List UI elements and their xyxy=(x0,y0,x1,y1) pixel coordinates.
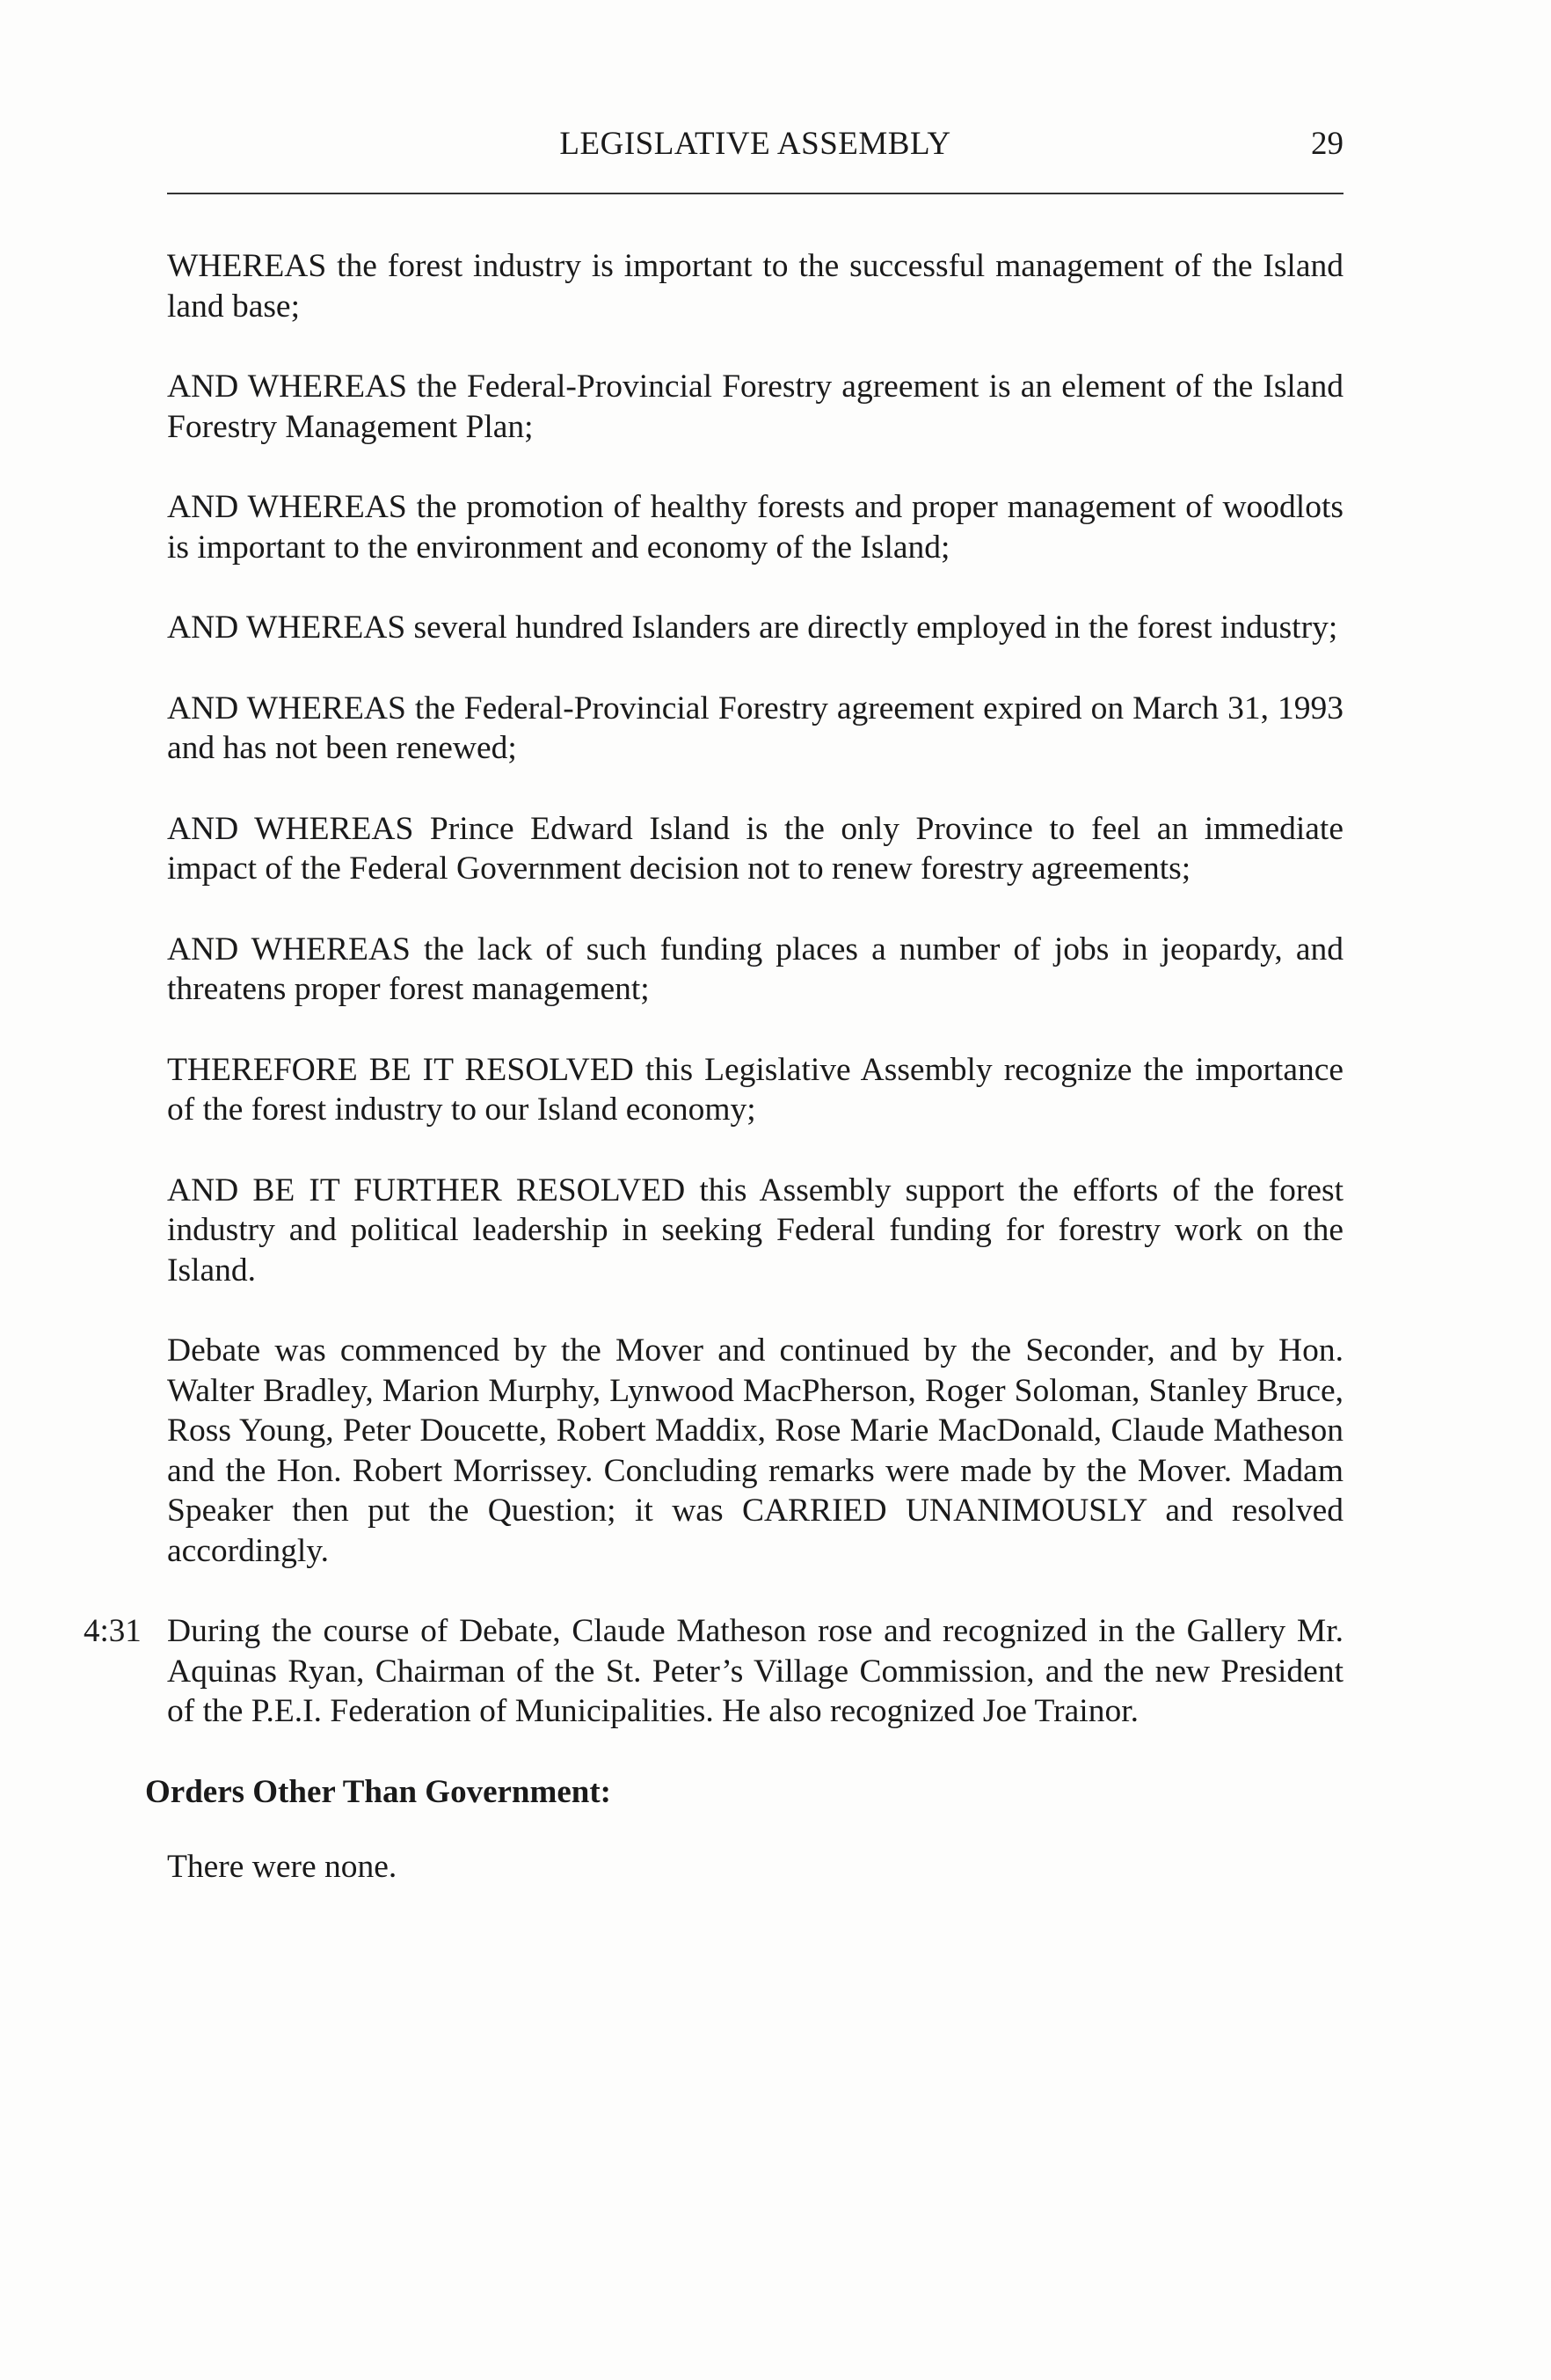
running-title: LEGISLATIVE ASSEMBLY xyxy=(559,126,951,162)
entry-paragraph: During the course of Debate, Claude Matheson rose and recognized in the Gallery Mr. Aquinas Ryan, Chairman of the St. Peter’s Village Commission, and the new President of the P.E.I. Federation of Municipalities. He also recognized Joe Trainor. xyxy=(167,1613,1343,1729)
whereas-paragraph: AND WHEREAS the lack of such funding places a number of jobs in jeopardy, and threatens proper forest management; xyxy=(167,931,1343,1007)
margin-time: 4:31 xyxy=(84,1613,142,1649)
page-number: 29 xyxy=(1311,126,1343,162)
header-rule xyxy=(167,193,1343,194)
resolved-paragraph: AND BE IT FURTHER RESOLVED this Assembly support the efforts of the forest industry and political leadership in seeking Federal funding for forestry work on the Island. xyxy=(167,1172,1343,1289)
whereas-paragraph: AND WHEREAS several hundred Islanders are directly employed in the forest industry; xyxy=(167,610,1338,646)
resolved-paragraph: THEREFORE BE IT RESOLVED this Legislative Assembly recognize the importance of the forest industry to our Island economy; xyxy=(167,1051,1343,1128)
timed-entry xyxy=(84,1611,1343,1732)
whereas-paragraph: AND WHEREAS the Federal-Provincial Forestry agreement expired on March 31, 1993 and has not been renewed; xyxy=(167,690,1343,766)
whereas-paragraph: WHEREAS the forest industry is important to the successful management of the Island land base; xyxy=(167,248,1343,325)
section-heading: Orders Other Than Government: xyxy=(145,1773,611,1810)
whereas-paragraph: AND WHEREAS the promotion of healthy forests and proper management of woodlots is important to the environment and economy of the Island; xyxy=(167,489,1343,566)
body-text xyxy=(84,246,1343,1887)
whereas-paragraph: AND WHEREAS Prince Edward Island is the only Province to feel an immediate impact of the Federal Government decision not to renew forestry agreements; xyxy=(167,810,1343,887)
section-text: There were none. xyxy=(167,1848,397,1885)
whereas-paragraph: AND WHEREAS the Federal-Provincial Forestry agreement is an element of the Island Forestry Management Plan; xyxy=(167,369,1343,445)
running-head xyxy=(167,125,1343,169)
debate-paragraph: Debate was commenced by the Mover and continued by the Seconder, and by Hon. Walter Bradley, Marion Murphy, Lynwood MacPherson, Roger Soloman, Stanley Bruce, Ross Young, Peter Doucette, Robert Maddix, Rose Marie MacDonald, Claude Matheson and the Hon. Robert Morrissey. Concluding remarks were made by the Mover. Madam Speaker then put the Question; it was CARRIED UNANIMOUSLY and resolved accordingly. xyxy=(167,1332,1343,1569)
